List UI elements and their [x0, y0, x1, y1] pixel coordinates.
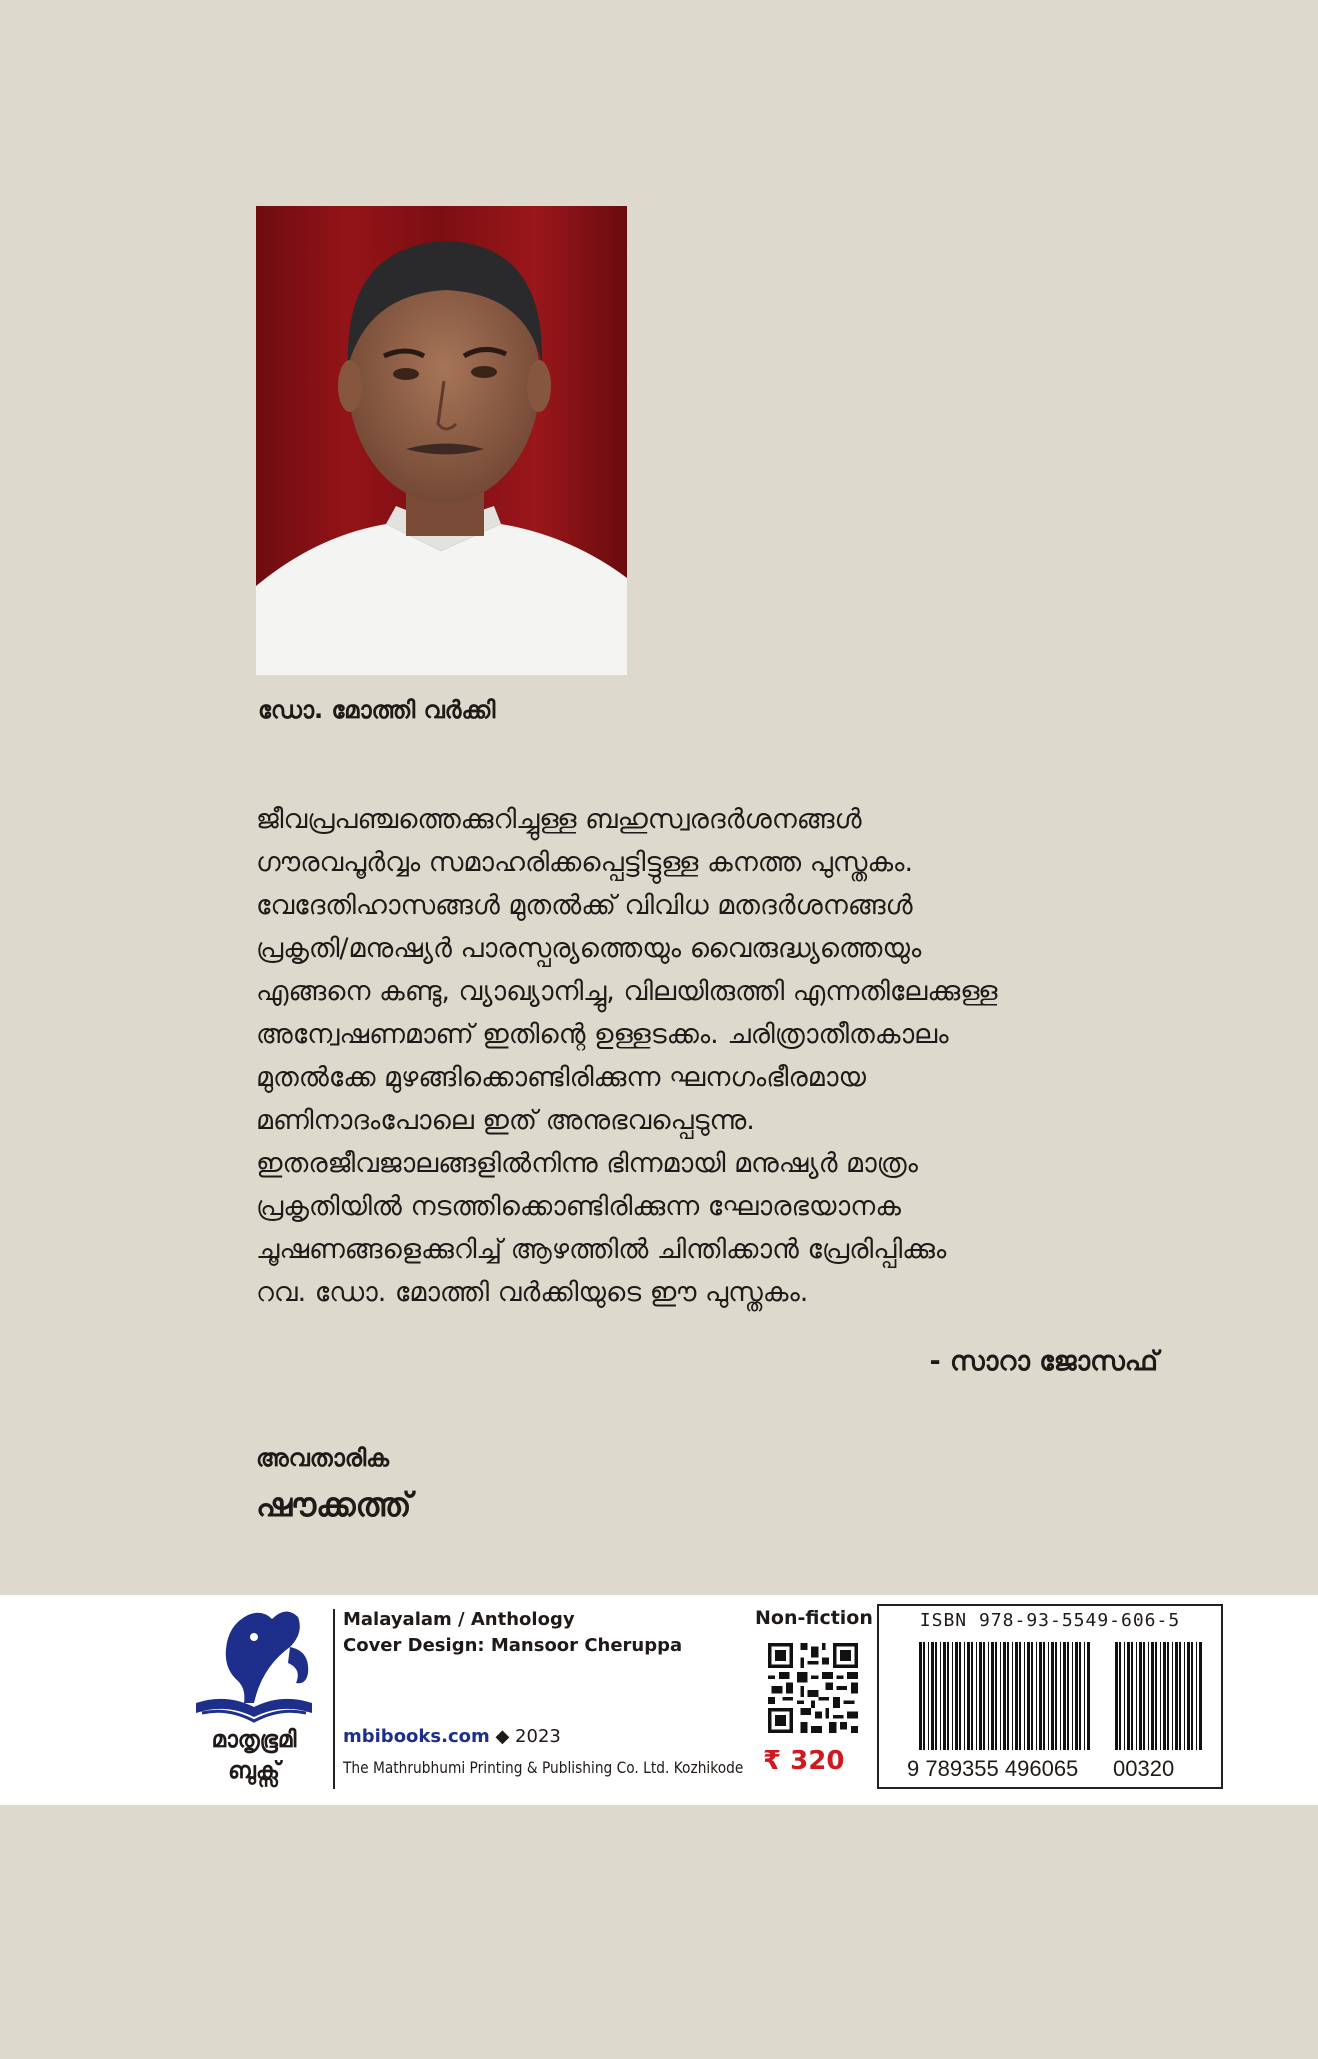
imprint-band — [0, 1595, 1318, 1805]
author-photo — [256, 206, 627, 675]
isbn-number: ISBN 978-93-5549-606-5 — [919, 1610, 1181, 1631]
foreword-label: അവതാരിക — [256, 1444, 390, 1472]
barcode-icon — [879, 1636, 1221, 1758]
blurb-line: എങ്ങനെ കണ്ടു, വ്യാഖ്യാനിച്ചു, വിലയിരുത്തി എന്നതിലേക്കുള്ള — [256, 976, 998, 1007]
logo-line-2: ബുക്സ് — [228, 1758, 280, 1784]
qr-code-icon — [768, 1643, 858, 1733]
elephant-book-icon — [192, 1607, 316, 1725]
genre-label: Non-fiction — [755, 1607, 873, 1629]
publisher-logo — [184, 1607, 324, 1797]
author-caption: ഡോ. മോത്തി വർക്കി — [258, 696, 496, 724]
blurb-text — [256, 798, 1176, 1314]
barcode-digits: 9 789355 496065 — [907, 1756, 1079, 1781]
blurb-line: വേദേതിഹാസങ്ങൾ മുതൽക്ക് വിവിധ മതദർശനങ്ങൾ — [256, 890, 913, 921]
blurb-line: ഇതരജീവജാലങ്ങളിൽനിന്നു ഭിന്നമായി മനുഷ്യർ മാത്രം — [256, 1148, 918, 1179]
logo-line-1: മാതൃഭൂമി — [211, 1727, 297, 1753]
foreword-author: ഷൗക്കത്ത് — [256, 1485, 412, 1524]
website-link[interactable]: mbibooks.com — [343, 1726, 490, 1747]
isbn-barcode — [877, 1604, 1223, 1789]
publication-year: ◆ 2023 — [495, 1726, 561, 1747]
blurb-line: പ്രകൃതി/മനുഷ്യർ പാരസ്പര്യത്തെയും വൈരുദ്ധ്യത്തെയും — [256, 933, 922, 964]
publisher-name: The Mathrubhumi Printing & Publishing Co. Ltd. Kozhikode — [343, 1758, 744, 1777]
cover-design-credit: Cover Design: Mansoor Cheruppa — [343, 1635, 683, 1656]
blurb-line: മുതൽക്കേ മുഴങ്ങിക്കൊണ്ടിരിക്കുന്ന ഘനഗംഭീരമായ — [256, 1062, 866, 1093]
website-line — [343, 1726, 561, 1747]
blurb-line: റവ. ഡോ. മോത്തി വർക്കിയുടെ ഈ പുസ്തകം. — [256, 1277, 809, 1308]
category-label: Malayalam / Anthology — [343, 1609, 575, 1630]
addon-digits: 00320 — [1113, 1756, 1175, 1781]
blurb-line: ഗൗരവപൂർവ്വം സമാഹരിക്കപ്പെട്ടിട്ടുള്ള കനത്ത പുസ്തകം. — [256, 847, 914, 878]
divider — [333, 1609, 335, 1789]
price-label: ₹ 320 — [763, 1746, 845, 1776]
blurb-line: പ്രകൃതിയിൽ നടത്തിക്കൊണ്ടിരിക്കുന്ന ഘോരഭയാനക — [256, 1191, 901, 1222]
blurb-line: മണിനാദംപോലെ ഇത് അനുഭവപ്പെടുന്നു. — [256, 1105, 755, 1136]
blurb-line: ചൂഷണങ്ങളെക്കുറിച്ച് ആഴത്തിൽ ചിന്തിക്കാൻ പ്രേരിപ്പിക്കും — [256, 1234, 947, 1265]
publication-info — [343, 1607, 682, 1659]
blurb-line: അന്വേഷണമാണ് ഇതിന്റെ ഉള്ളടക്കം. ചരിത്രാതീതകാലം — [256, 1019, 949, 1050]
blurb-attribution: - സാറാ ജോസഫ് — [929, 1346, 1158, 1377]
blurb-line: ജീവപ്രപഞ്ചത്തെക്കുറിച്ചുള്ള ബഹുസ്വരദർശനങ്ങൾ — [256, 804, 862, 835]
